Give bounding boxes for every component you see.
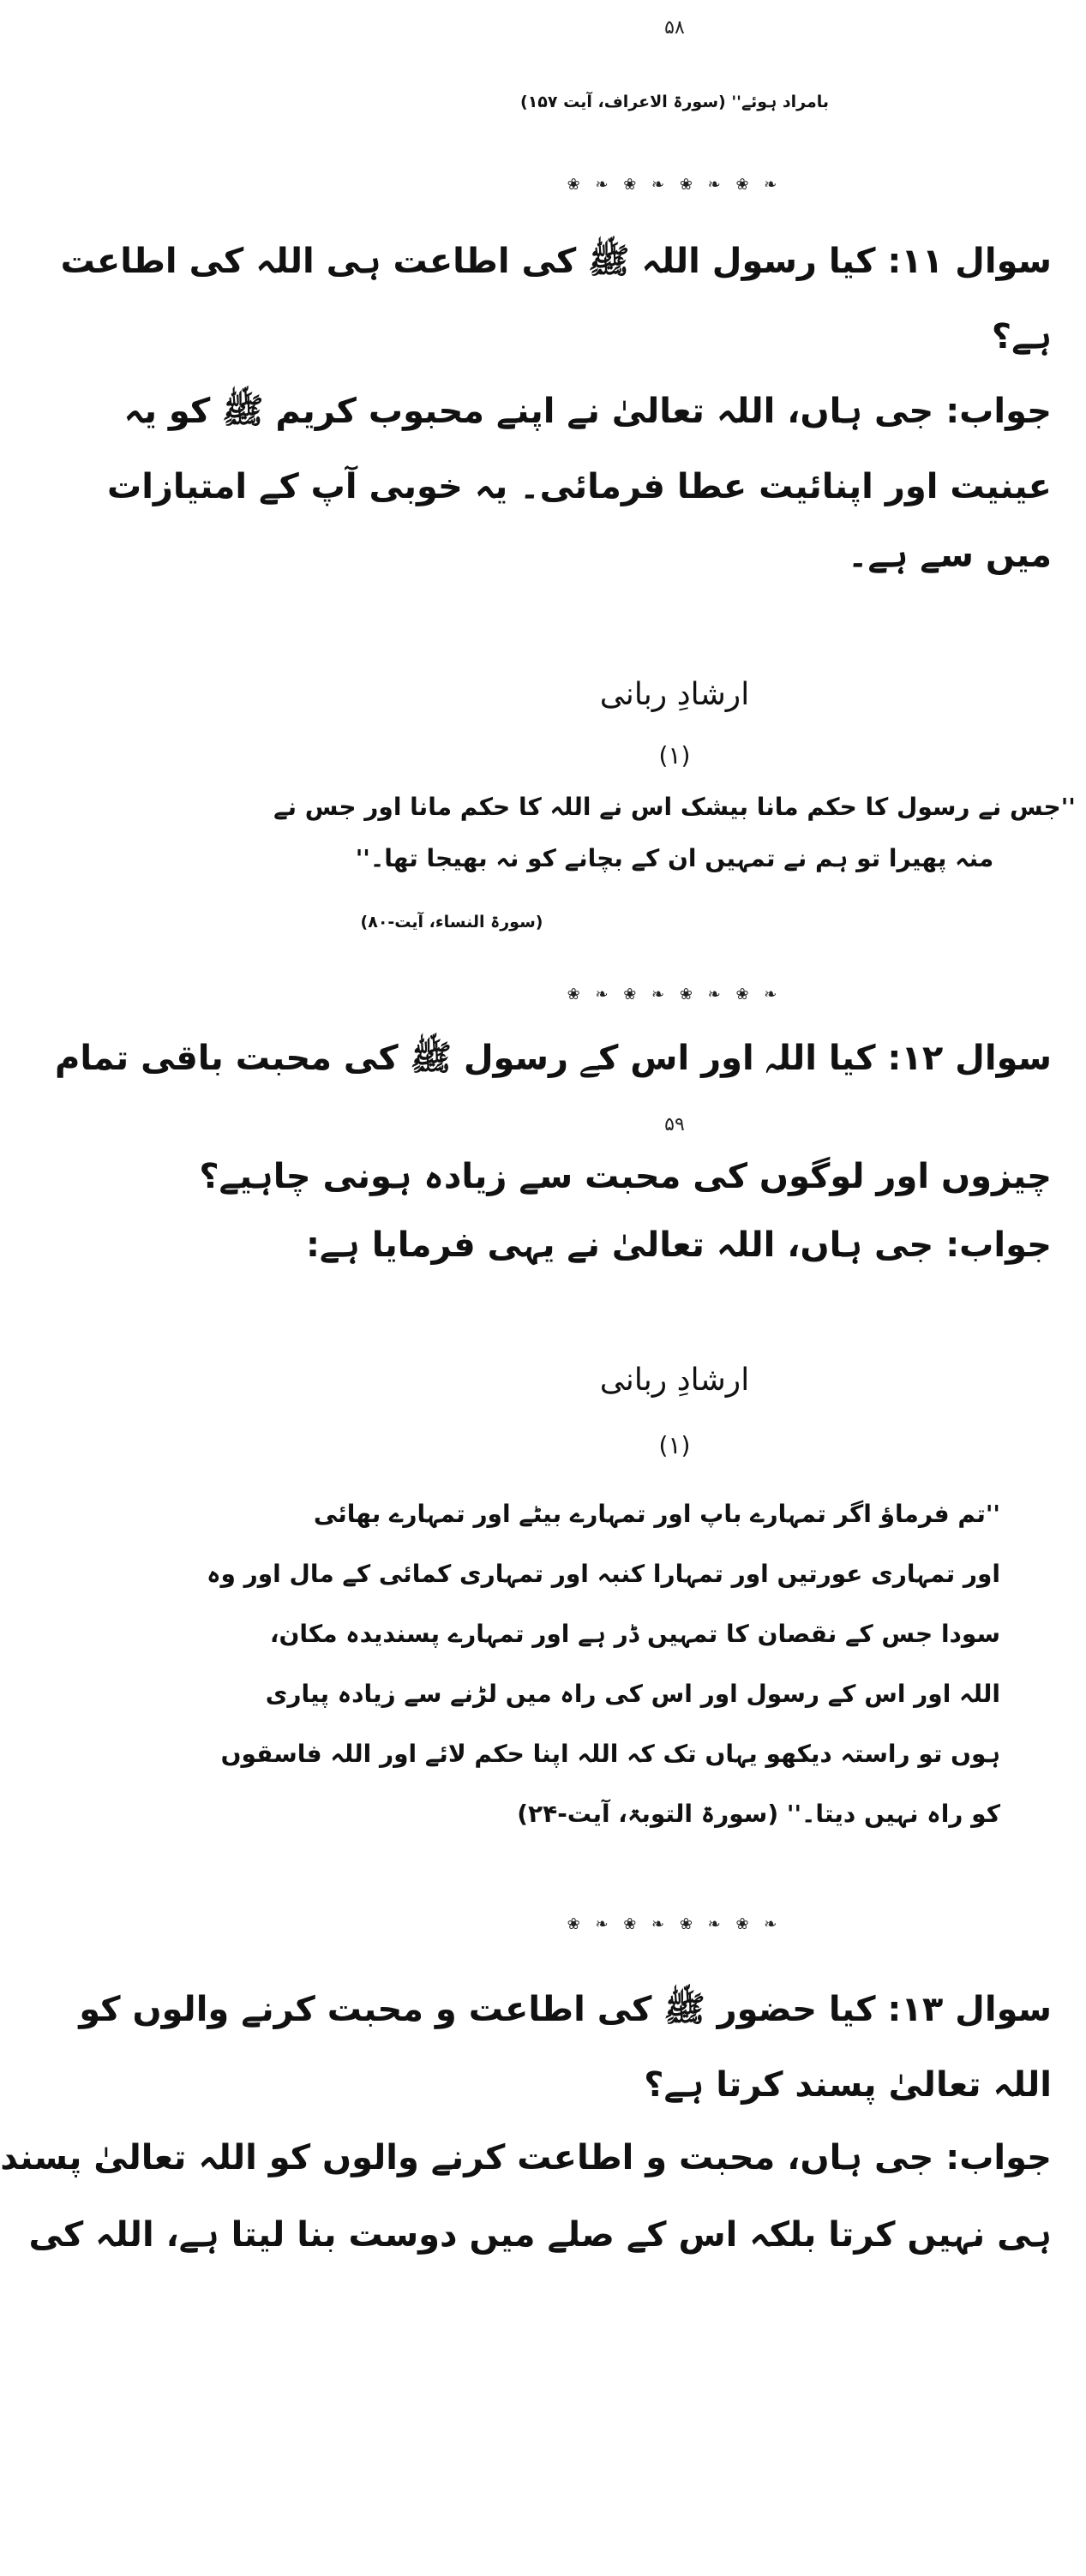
page-number: ۵۹ — [664, 1114, 685, 1135]
question-11-line-1: سوال ۱۱: کیا رسول اللہ ﷺ کی اطاعت ہی اللہ کی اطاعت — [60, 242, 1052, 281]
answer-13-line-2: ہی نہیں کرتا بلکہ اس کے صلے میں دوست بنا لیتا ہے، اللہ کی — [28, 2215, 1052, 2255]
quote-line-6: کو راہ نہیں دیتا۔'' (سورۃ التوبۃ، آیت-۲۴) — [517, 1800, 1000, 1828]
question-12-line-1: سوال ۱۲: کیا اللہ اور اس کے رسول ﷺ کی محبت باقی تمام — [55, 1039, 1052, 1078]
quote-line-1: ''جس نے رسول کا حکم مانا بیشک اس نے اللہ کا حکم مانا اور جس نے — [273, 793, 1076, 821]
verse-number: (۱) — [658, 1431, 691, 1459]
answer-11-line-1: جواب: جی ہاں، اللہ تعالیٰ نے اپنے محبوب کریم ﷺ کو یہ — [123, 392, 1052, 431]
answer-11-line-2: عینیت اور اپنائیت عطا فرمائی۔ یہ خوبی آپ کے امتیازات — [107, 467, 1052, 506]
section-heading: ارشادِ ربانی — [599, 1363, 750, 1398]
question-13-line-1: سوال ۱۳: کیا حضور ﷺ کی اطاعت و محبت کرنے والوں کو — [79, 1990, 1052, 2029]
citation-line: بامراد ہوئے'' (سورۃ الاعراف، آیت ۱۵۷) — [520, 93, 829, 111]
quote-line-3: سودا جس کے نقصان کا تمہیں ڈر ہے اور تمہارے پسندیدہ مکان، — [269, 1620, 1000, 1648]
ornament-divider: ❀ ❧ ❀ ❧ ❀ ❧ ❀ ❧ — [567, 1915, 783, 1933]
page-number: ۵۸ — [664, 17, 685, 39]
answer-13-line-1: جواب: جی ہاں، محبت و اطاعت کرنے والوں کو اللہ تعالیٰ پسند — [0, 2138, 1052, 2178]
question-13-line-2: اللہ تعالیٰ پسند کرتا ہے؟ — [644, 2065, 1052, 2105]
answer-11-line-3: میں سے ہے۔ — [847, 536, 1052, 575]
quote-line-2: منہ پھیرا تو ہم نے تمہیں ان کے بچانے کو نہ بھیجا تھا۔'' — [355, 844, 994, 872]
quote-line-5: ہوں تو راستہ دیکھو یہاں تک کہ اللہ اپنا حکم لائے اور اللہ فاسقوں — [220, 1740, 1000, 1768]
quote-line-4: اللہ اور اس کے رسول اور اس کی راہ میں لڑنے سے زیادہ پیاری — [265, 1680, 1000, 1708]
section-heading: ارشادِ ربانی — [599, 677, 750, 712]
quote-reference: (سورۃ النساء، آیت-۸۰) — [360, 913, 543, 932]
quote-line-2: اور تمہاری عورتیں اور تمہارا کنبہ اور تمہاری کمائی کے مال اور وہ — [207, 1560, 1000, 1588]
question-11-line-2: ہے؟ — [991, 317, 1052, 356]
verse-number: (۱) — [658, 741, 691, 770]
question-12-line-2: چیزوں اور لوگوں کی محبت سے زیادہ ہونی چاہیے؟ — [199, 1157, 1052, 1196]
quote-line-1: ''تم فرماؤ اگر تمہارے باپ اور تمہارے بیٹے اور تمہارے بھائی — [313, 1500, 1000, 1528]
answer-12-line-1: جواب: جی ہاں، اللہ تعالیٰ نے یہی فرمایا ہے: — [305, 1225, 1052, 1265]
ornament-divider: ❀ ❧ ❀ ❧ ❀ ❧ ❀ ❧ — [567, 176, 783, 194]
ornament-divider: ❀ ❧ ❀ ❧ ❀ ❧ ❀ ❧ — [567, 985, 783, 1003]
